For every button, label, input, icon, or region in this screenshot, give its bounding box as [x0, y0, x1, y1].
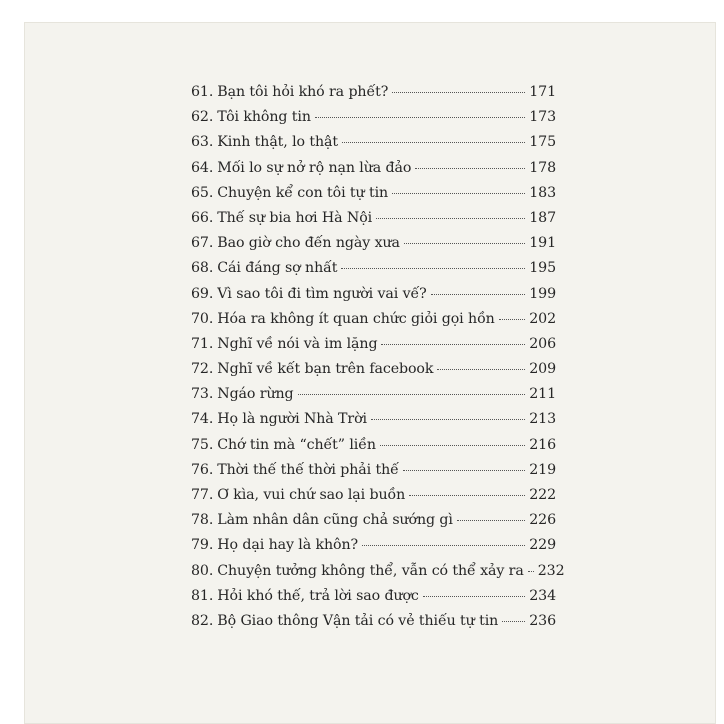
toc-entry-number: 64.	[191, 159, 214, 176]
toc-entry-page-number: 216	[529, 436, 556, 453]
toc-entry-title: Mối lo sự nở rộ nạn lừa đảo	[217, 159, 412, 176]
toc-entry-page-number: 222	[529, 487, 556, 503]
toc-entry-number: 69.	[191, 285, 214, 302]
dot-leader	[392, 193, 525, 194]
dot-leader	[437, 369, 525, 370]
toc-entry-page-number: 209	[529, 361, 556, 378]
toc-entry	[191, 160, 556, 185]
toc-entry-page-number: 175	[529, 134, 556, 151]
dot-leader	[409, 495, 525, 496]
toc-entry	[191, 361, 556, 386]
toc-entry-number: 77.	[191, 487, 214, 503]
toc-entry-page-number: 219	[529, 461, 556, 478]
toc-entry-title: Vì sao tôi đi tìm người vai vế?	[217, 285, 427, 302]
dot-leader	[499, 319, 526, 320]
toc-entry-title: Nghĩ về nói và im lặng	[217, 335, 378, 352]
dot-leader	[403, 470, 525, 471]
dot-leader	[376, 218, 525, 219]
toc-entry-number: 74.	[191, 411, 214, 428]
toc-entry	[191, 437, 556, 462]
toc-entry-title: Ngáo rừng	[217, 386, 294, 403]
dot-leader	[380, 445, 525, 446]
toc-entry-number: 62.	[191, 109, 214, 126]
toc-entry-page-number: 226	[529, 512, 556, 529]
toc-entry-number: 76.	[191, 461, 214, 478]
toc-entry-page-number: 191	[529, 235, 556, 252]
toc-entry-title: Họ dại hay là khôn?	[217, 537, 359, 554]
dot-leader	[404, 243, 525, 244]
toc-entry-number: 65.	[191, 184, 214, 201]
toc-entry-title: Làm nhân dân cũng chả sướng gì	[217, 512, 453, 529]
toc-entry	[191, 537, 556, 562]
toc-entry-number: 68.	[191, 260, 214, 277]
toc-entry	[191, 260, 556, 285]
toc-entry-page-number: 171	[529, 84, 556, 100]
toc-entry-title: Cái đáng sợ nhất	[217, 260, 338, 277]
toc-entry-number: 73.	[191, 386, 214, 403]
dot-leader	[415, 168, 525, 169]
toc-entry-number: 72.	[191, 361, 214, 378]
toc-entry	[191, 588, 556, 613]
toc-entry-page-number: 178	[529, 159, 556, 176]
toc-entry-number: 75.	[191, 436, 214, 453]
toc-entry-title: Nghĩ về kết bạn trên facebook	[217, 361, 434, 378]
toc-entry-title: Hỏi khó thế, trả lời sao được	[217, 587, 419, 604]
toc-entry	[191, 562, 565, 588]
toc-entry-page-number: 183	[529, 184, 556, 201]
toc-entry-title: Tôi không tin	[217, 109, 311, 126]
dot-leader	[392, 92, 525, 93]
toc-entry-number: 61.	[191, 84, 214, 100]
dot-leader	[342, 142, 525, 143]
toc-entry-title: Chuyện tưởng không thể, vẫn có thể xảy ra	[217, 562, 524, 579]
dot-leader	[362, 545, 525, 546]
toc-entry-number: 81.	[191, 587, 214, 604]
dot-leader	[423, 596, 525, 597]
dot-leader	[371, 419, 525, 420]
toc-entry-title: Bao giờ cho đến ngày xưa	[217, 235, 400, 252]
toc-entry-page-number: 211	[529, 386, 556, 403]
toc-entry-page-number: 234	[529, 587, 556, 604]
toc-entry	[191, 411, 556, 436]
dot-leader	[341, 268, 525, 269]
toc-entry-title: Hóa ra không ít quan chức giỏi gọi hồn	[217, 310, 495, 327]
toc-entry-page-number: 236	[529, 612, 556, 629]
table-of-contents	[191, 84, 565, 638]
toc-entry	[191, 512, 556, 537]
toc-entry-number: 78.	[191, 512, 214, 529]
toc-entry-page-number: 195	[529, 260, 556, 277]
toc-entry	[191, 336, 556, 361]
toc-entry-title: Họ là người Nhà Trời	[217, 411, 367, 428]
dot-leader	[315, 117, 525, 118]
toc-entry-page-number: 202	[529, 310, 556, 327]
toc-entry	[191, 134, 556, 159]
toc-entry-page-number: 173	[529, 109, 556, 126]
dot-leader	[381, 344, 525, 345]
dot-leader	[298, 394, 526, 395]
toc-entry-title: Thời thế thế thời phải thế	[217, 461, 399, 478]
toc-entry-number: 63.	[191, 134, 214, 151]
toc-entry-page-number: 199	[529, 285, 556, 302]
toc-entry-title: Thế sự bia hơi Hà Nội	[217, 209, 373, 226]
toc-entry	[191, 613, 556, 638]
toc-entry-page-number: 206	[529, 335, 556, 352]
toc-entry	[191, 386, 556, 411]
toc-entry-number: 71.	[191, 335, 214, 352]
toc-entry-number: 79.	[191, 537, 214, 554]
toc-entry-title: Kinh thật, lo thật	[217, 134, 338, 151]
toc-entry	[191, 286, 556, 311]
toc-entry	[191, 210, 556, 235]
dot-leader	[431, 294, 526, 295]
toc-entry-page-number: 213	[529, 411, 556, 428]
toc-entry-page-number: 229	[529, 537, 556, 554]
toc-entry	[191, 235, 556, 260]
dot-leader	[528, 571, 534, 572]
toc-entry-title: Bạn tôi hỏi khó ra phết?	[217, 84, 389, 100]
toc-entry-number: 70.	[191, 310, 214, 327]
toc-entry-number: 67.	[191, 235, 214, 252]
toc-entry	[191, 109, 556, 134]
toc-entry-page-number: 187	[529, 209, 556, 226]
toc-entry-number: 82.	[191, 612, 214, 629]
toc-entry-page-number: 232	[537, 562, 565, 579]
toc-entry-title: Chuyện kể con tôi tự tin	[217, 184, 389, 201]
dot-leader	[457, 520, 525, 521]
toc-entry	[191, 462, 556, 487]
toc-entry-title: Bộ Giao thông Vận tải có vẻ thiếu tự tin	[217, 612, 499, 629]
toc-entry	[191, 311, 556, 336]
toc-entry-number: 80.	[191, 562, 214, 579]
toc-entry	[191, 487, 556, 512]
toc-entry-number: 66.	[191, 209, 214, 226]
dot-leader	[502, 621, 525, 622]
toc-entry	[191, 84, 556, 109]
toc-entry-title: Chớ tin mà “chết” liền	[217, 436, 376, 453]
toc-entry-title: Ơ kìa, vui chứ sao lại buồn	[217, 487, 406, 503]
toc-entry	[191, 185, 556, 210]
